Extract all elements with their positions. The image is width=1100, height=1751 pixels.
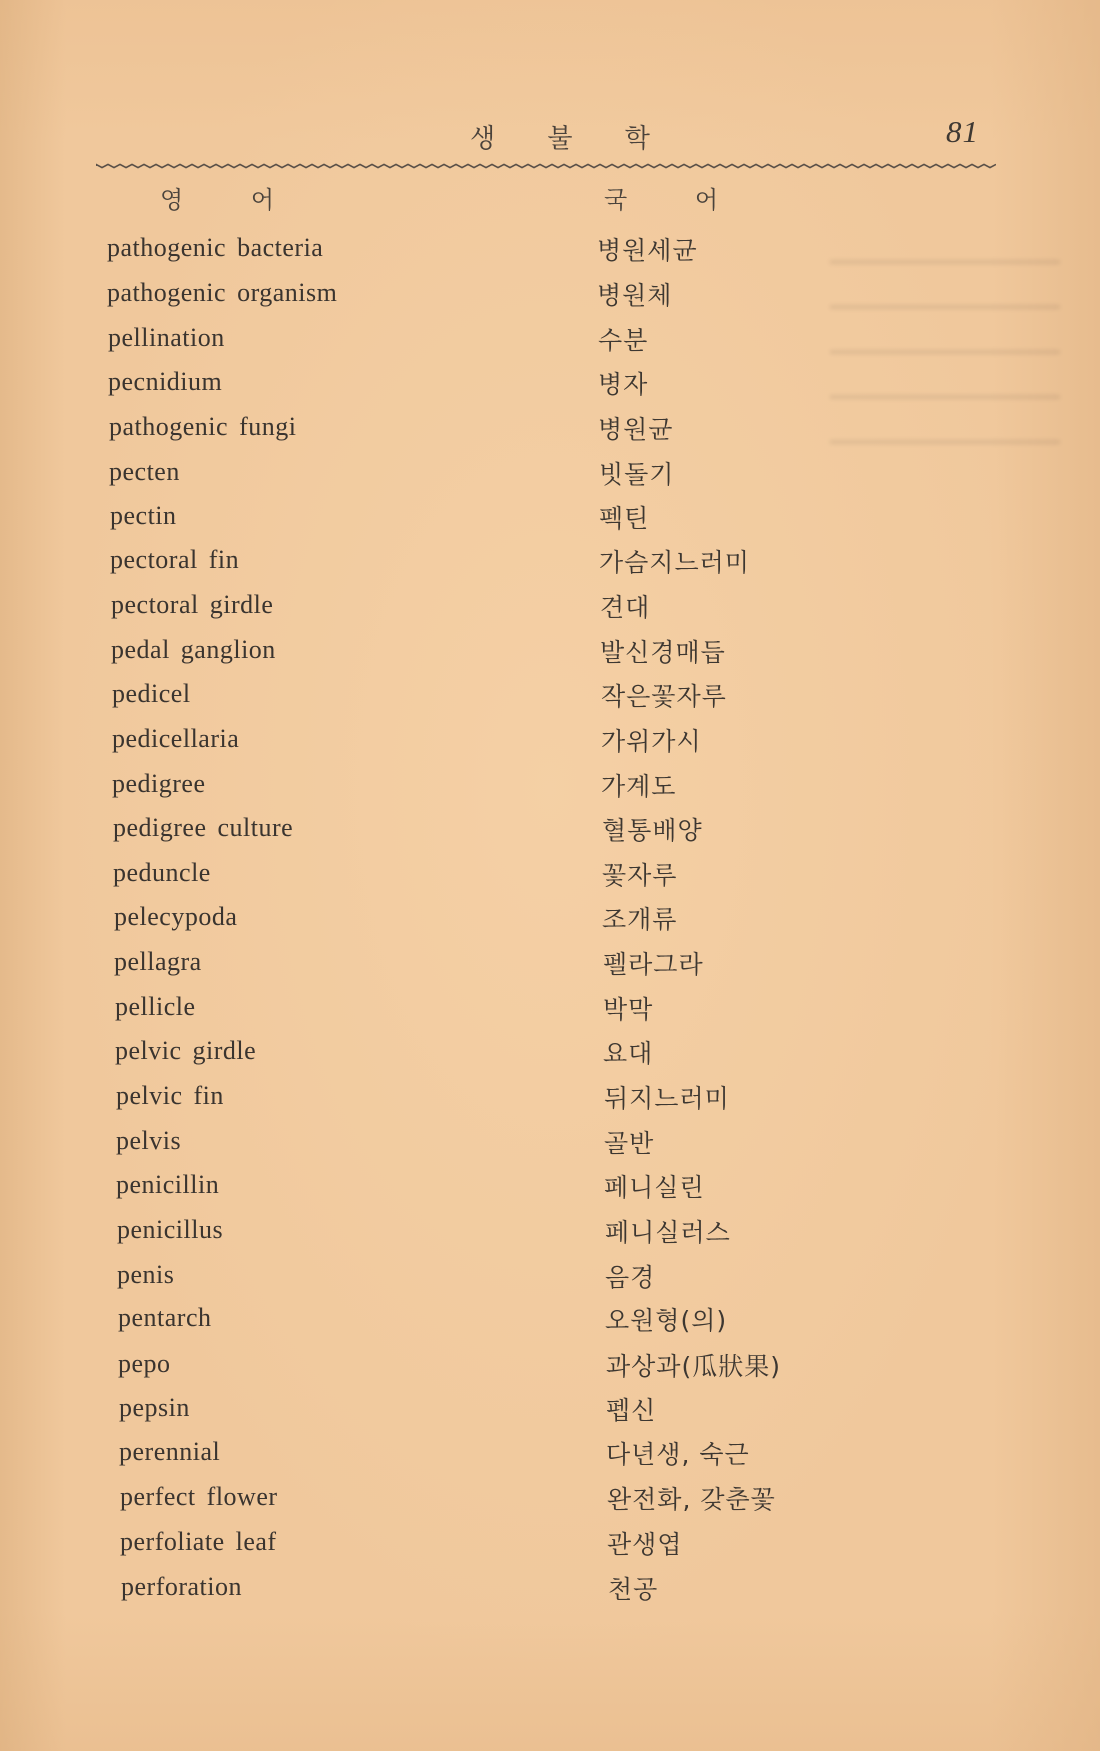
english-term: penis [117,1260,175,1289]
korean-translation: 완전화, 갖춘꽃 [607,1485,776,1514]
english-term: pelvic fin [116,1081,224,1110]
korean-translation: 펙틴 [599,504,650,533]
english-term: pecnidium [108,367,223,396]
english-term: pepo [118,1349,171,1378]
glossary-entry [0,457,1000,501]
glossary-entry [0,367,1000,411]
korean-translation: 조개류 [602,905,678,934]
glossary-entry [0,1260,1000,1304]
glossary-entry [0,858,1000,902]
korean-translation: 작은꽃자루 [601,682,727,711]
korean-translation: 가슴지느러미 [599,548,750,577]
korean-translation: 요대 [603,1039,654,1068]
english-term: pedicellaria [112,724,240,753]
english-term: pelecypoda [114,902,238,931]
glossary-entry [0,1437,1000,1481]
glossary-entry [0,992,1000,1036]
glossary-entry [0,635,1000,679]
english-term: pelvic girdle [115,1036,257,1065]
english-term: pedal ganglion [111,635,276,664]
glossary-entry [0,1527,1000,1571]
wavy-header-rule [96,160,996,172]
english-term: pedigree culture [113,813,294,842]
english-term: pectoral fin [110,545,240,574]
glossary-entry [0,947,1000,991]
english-term: perfect flower [120,1482,278,1511]
english-term: pelvis [116,1126,182,1155]
glossary-entry [0,1482,1000,1526]
korean-translation: 발신경매듭 [600,638,726,667]
glossary-entry [0,1215,1000,1259]
running-head [0,112,1100,152]
glossary-entry [0,1303,1000,1347]
english-term: perennial [119,1437,221,1466]
glossary-entry [0,1036,1000,1080]
glossary-entry [0,545,1000,589]
korean-translation: 빗돌기 [599,460,675,489]
korean-translation: 병자 [598,370,649,399]
glossary-entry [0,1170,1000,1214]
english-term: pecten [109,457,180,486]
english-term: pellination [108,323,225,352]
english-term: peduncle [113,858,211,887]
korean-translation: 오원형(의) [605,1306,728,1335]
english-term: perfoliate leaf [120,1527,277,1556]
column-header-english: 영 어 [160,186,304,214]
glossary-entry [0,590,1000,634]
korean-translation: 가위가시 [601,727,702,756]
korean-translation: 골반 [604,1129,655,1158]
glossary-entry [0,1572,1000,1616]
english-term: penicillin [116,1170,220,1199]
korean-translation: 페니실러스 [605,1218,731,1247]
korean-translation: 페니실린 [604,1173,705,1202]
korean-translation: 꽃자루 [602,861,678,890]
korean-translation: 펩신 [606,1396,657,1425]
korean-translation: 박막 [603,995,654,1024]
glossary-entry [0,1081,1000,1125]
korean-translation: 수분 [598,326,649,355]
korean-translation: 음경 [605,1263,656,1292]
glossary-entry [0,1393,1000,1437]
glossary-entry [0,278,1000,322]
korean-translation: 천공 [608,1575,659,1604]
column-header-korean: 국 어 [604,186,748,214]
glossary-entry [0,813,1000,857]
english-term: pathogenic bacteria [107,233,324,262]
glossary-entry [0,1349,1000,1393]
glossary-entry [0,412,1000,456]
korean-translation: 뒤지느러미 [604,1084,730,1113]
korean-translation: 과상과(瓜狀果) [606,1352,781,1381]
korean-translation: 다년생, 숙근 [606,1440,750,1469]
english-term: pedigree [112,769,206,798]
glossary-entry [0,679,1000,723]
glossary-entry [0,323,1000,367]
glossary-entry [0,724,1000,768]
korean-translation: 병원세균 [597,236,698,265]
english-term: pathogenic fungi [109,412,297,441]
english-term: penicillus [117,1215,224,1244]
glossary-entry [0,501,1000,545]
korean-translation: 펠라그라 [603,950,704,979]
running-title: 생 불 학 [470,124,672,154]
glossary-entry [0,1126,1000,1170]
korean-translation: 관생엽 [607,1530,683,1559]
english-term: perforation [121,1572,243,1601]
korean-translation: 가계도 [601,772,677,801]
korean-translation: 혈통배양 [602,816,703,845]
korean-translation: 견대 [600,593,651,622]
english-term: pellagra [114,947,202,976]
english-term: pedicel [112,679,191,708]
korean-translation: 병원체 [597,281,673,310]
glossary-entry [0,233,1000,277]
glossary-entry [0,902,1000,946]
english-term: pathogenic organism [107,278,338,307]
english-term: pectin [110,501,177,530]
page-number: 81 [946,114,979,149]
english-term: pectoral girdle [111,590,274,619]
english-term: pellicle [115,992,196,1021]
english-term: pepsin [119,1393,190,1422]
english-term: pentarch [118,1303,212,1332]
glossary-entry [0,769,1000,813]
korean-translation: 병원균 [598,415,674,444]
